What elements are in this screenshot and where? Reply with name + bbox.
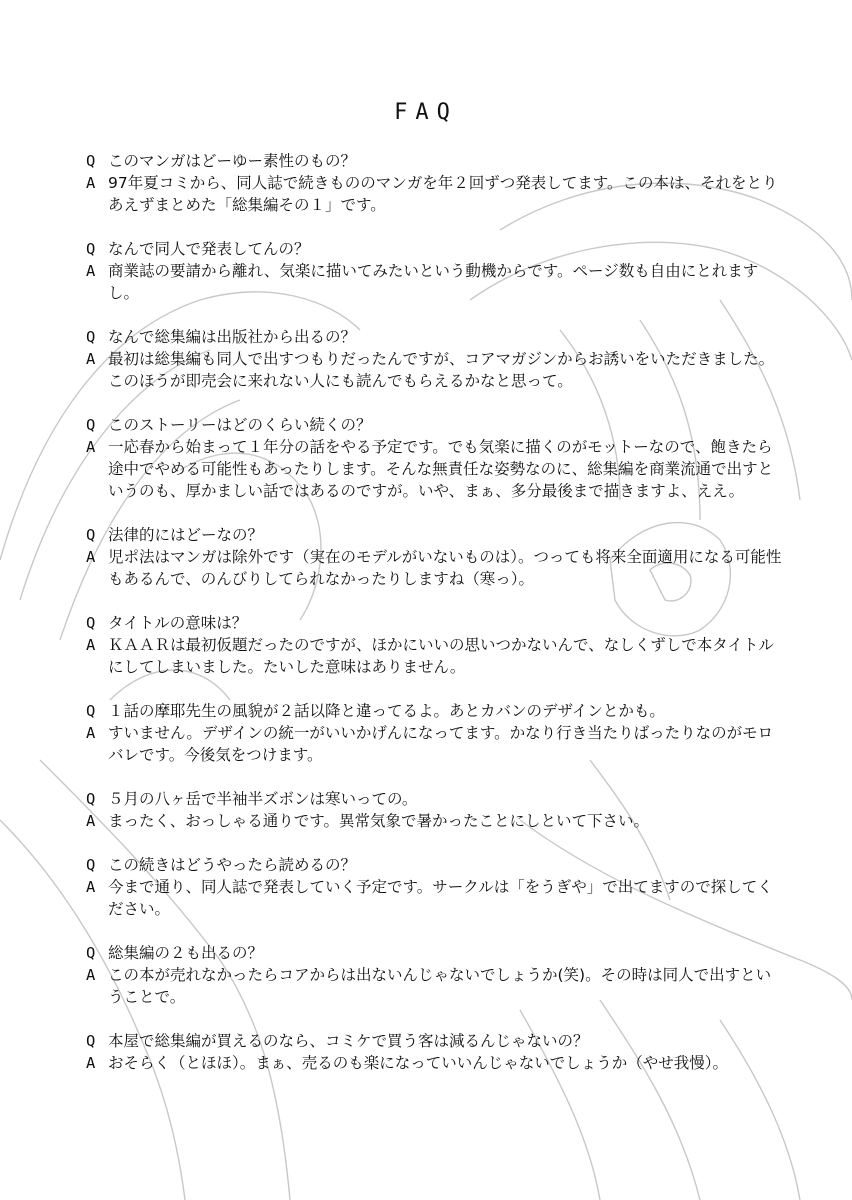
faq-item bbox=[86, 1030, 786, 1074]
question-text: 本屋で総集編が買えるのなら、コミケで買う客は減るんじゃないの？ bbox=[108, 1032, 589, 1050]
answer-row bbox=[86, 634, 786, 678]
question-marker: Q bbox=[86, 328, 96, 346]
answer-text: まったく、おっしゃる通りです。異常気象で暑かったことにしといて下さい。 bbox=[108, 812, 649, 830]
faq-item bbox=[86, 942, 786, 1008]
answer-row bbox=[86, 260, 786, 304]
answer-row bbox=[86, 172, 786, 216]
answer-row bbox=[86, 546, 786, 590]
answer-marker: A bbox=[86, 878, 96, 896]
answer-row bbox=[86, 876, 786, 920]
answer-marker: A bbox=[86, 966, 96, 984]
faq-item bbox=[86, 414, 786, 502]
question-marker: Q bbox=[86, 1032, 96, 1050]
question-text: タイトルの意味は？ bbox=[108, 614, 248, 632]
question-marker: Q bbox=[86, 790, 96, 808]
answer-marker: A bbox=[86, 724, 96, 742]
question-text: ５月の八ヶ岳で半袖半ズボンは寒いっての。 bbox=[108, 790, 418, 808]
faq-item bbox=[86, 854, 786, 920]
answer-text: 商業誌の要請から離れ、気楽に描いてみたいという動機からです。ページ数も自由にとれますし。 bbox=[108, 262, 759, 302]
answer-text: 97年夏コミから、同人誌で続きもののマンガを年２回ずつ発表してます。この本は、それをとりあえずまとめた「総集編その１」です。 bbox=[108, 174, 778, 214]
question-text: このストーリーはどのくらい続くの？ bbox=[108, 416, 372, 434]
question-text: １話の摩耶先生の風貌が２話以降と違ってるよ。あとカバンのデザインとかも。 bbox=[108, 702, 665, 720]
answer-row bbox=[86, 722, 786, 766]
question-row bbox=[86, 150, 786, 172]
question-text: 法律的にはどーなの？ bbox=[108, 526, 264, 544]
answer-row bbox=[86, 348, 786, 392]
faq-item bbox=[86, 524, 786, 590]
faq-item bbox=[86, 238, 786, 304]
question-row bbox=[86, 612, 786, 634]
answer-text: この本が売れなかったらコアからは出ないんじゃないでしょうか(笑)。その時は同人で出すということで。 bbox=[108, 966, 772, 1006]
faq-item bbox=[86, 150, 786, 216]
answer-marker: A bbox=[86, 350, 96, 368]
question-text: このマンガはどーゆー素性のもの？ bbox=[108, 152, 357, 170]
question-row bbox=[86, 854, 786, 876]
answer-text: すいません。デザインの統一がいいかげんになってます。かなり行き当たりばったりなのがモロバレです。今後気をつけます。 bbox=[108, 724, 774, 764]
question-text: この続きはどうやったら読めるの？ bbox=[108, 856, 357, 874]
answer-text: ＫＡＡＲは最初仮題だったのですが、ほかにいいの思いつかないんで、なしくずしで本タイトルにしてしまいました。たいした意味はありません。 bbox=[108, 636, 774, 676]
answer-text: 今まで通り、同人誌で発表していく予定です。サークルは「をうぎや」で出てますので探してください。 bbox=[108, 878, 773, 918]
question-marker: Q bbox=[86, 856, 96, 874]
question-row bbox=[86, 326, 786, 348]
question-marker: Q bbox=[86, 614, 96, 632]
question-row bbox=[86, 942, 786, 964]
answer-text: おそらく（とほほ）。まぁ、売るのも楽になっていいんじゃないでしょうか（やせ我慢）。 bbox=[108, 1054, 729, 1072]
answer-marker: A bbox=[86, 548, 96, 566]
answer-row bbox=[86, 964, 786, 1008]
question-row bbox=[86, 524, 786, 546]
question-row bbox=[86, 238, 786, 260]
answer-row bbox=[86, 436, 786, 502]
answer-text: 最初は総集編も同人で出すつもりだったんですが、コアマガジンからお誘いをいただきました。このほうが即売会に来れない人にも読んでもらえるかなと思って。 bbox=[108, 350, 775, 390]
answer-marker: A bbox=[86, 636, 96, 654]
answer-row bbox=[86, 1052, 786, 1074]
question-row bbox=[86, 1030, 786, 1052]
faq-item bbox=[86, 700, 786, 766]
faq-item bbox=[86, 612, 786, 678]
page-title: FAQ bbox=[394, 100, 458, 125]
answer-marker: A bbox=[86, 174, 96, 192]
faq-item bbox=[86, 326, 786, 392]
question-marker: Q bbox=[86, 152, 96, 170]
question-marker: Q bbox=[86, 526, 96, 544]
answer-text: 一応春から始まって１年分の話をやる予定です。でも気楽に描くのがモットーなので、飽きたら途中でやめる可能性もあったりします。そんな無責任な姿勢なのに、総集編を商業流通で出すというのも、厚かましい話ではあるのですが。いや、まぁ、多分最後まで描きますよ、ええ。 bbox=[108, 438, 774, 500]
faq-list bbox=[86, 150, 786, 1096]
question-text: なんで総集編は出版社から出るの？ bbox=[108, 328, 357, 346]
question-row bbox=[86, 414, 786, 436]
question-text: 総集編の２も出るの？ bbox=[108, 944, 264, 962]
answer-marker: A bbox=[86, 262, 96, 280]
answer-marker: A bbox=[86, 438, 96, 456]
question-marker: Q bbox=[86, 240, 96, 258]
answer-marker: A bbox=[86, 812, 96, 830]
question-row bbox=[86, 700, 786, 722]
answer-text: 児ポ法はマンガは除外です（実在のモデルがいないものは）。つっても将来全面適用になる可能性もあるんで、のんびりしてられなかったりしますね（寒っ）。 bbox=[108, 548, 782, 588]
question-row bbox=[86, 788, 786, 810]
question-marker: Q bbox=[86, 702, 96, 720]
answer-row bbox=[86, 810, 786, 832]
question-marker: Q bbox=[86, 944, 96, 962]
question-text: なんで同人で発表してんの？ bbox=[108, 240, 310, 258]
faq-item bbox=[86, 788, 786, 832]
answer-marker: A bbox=[86, 1054, 96, 1072]
question-marker: Q bbox=[86, 416, 96, 434]
